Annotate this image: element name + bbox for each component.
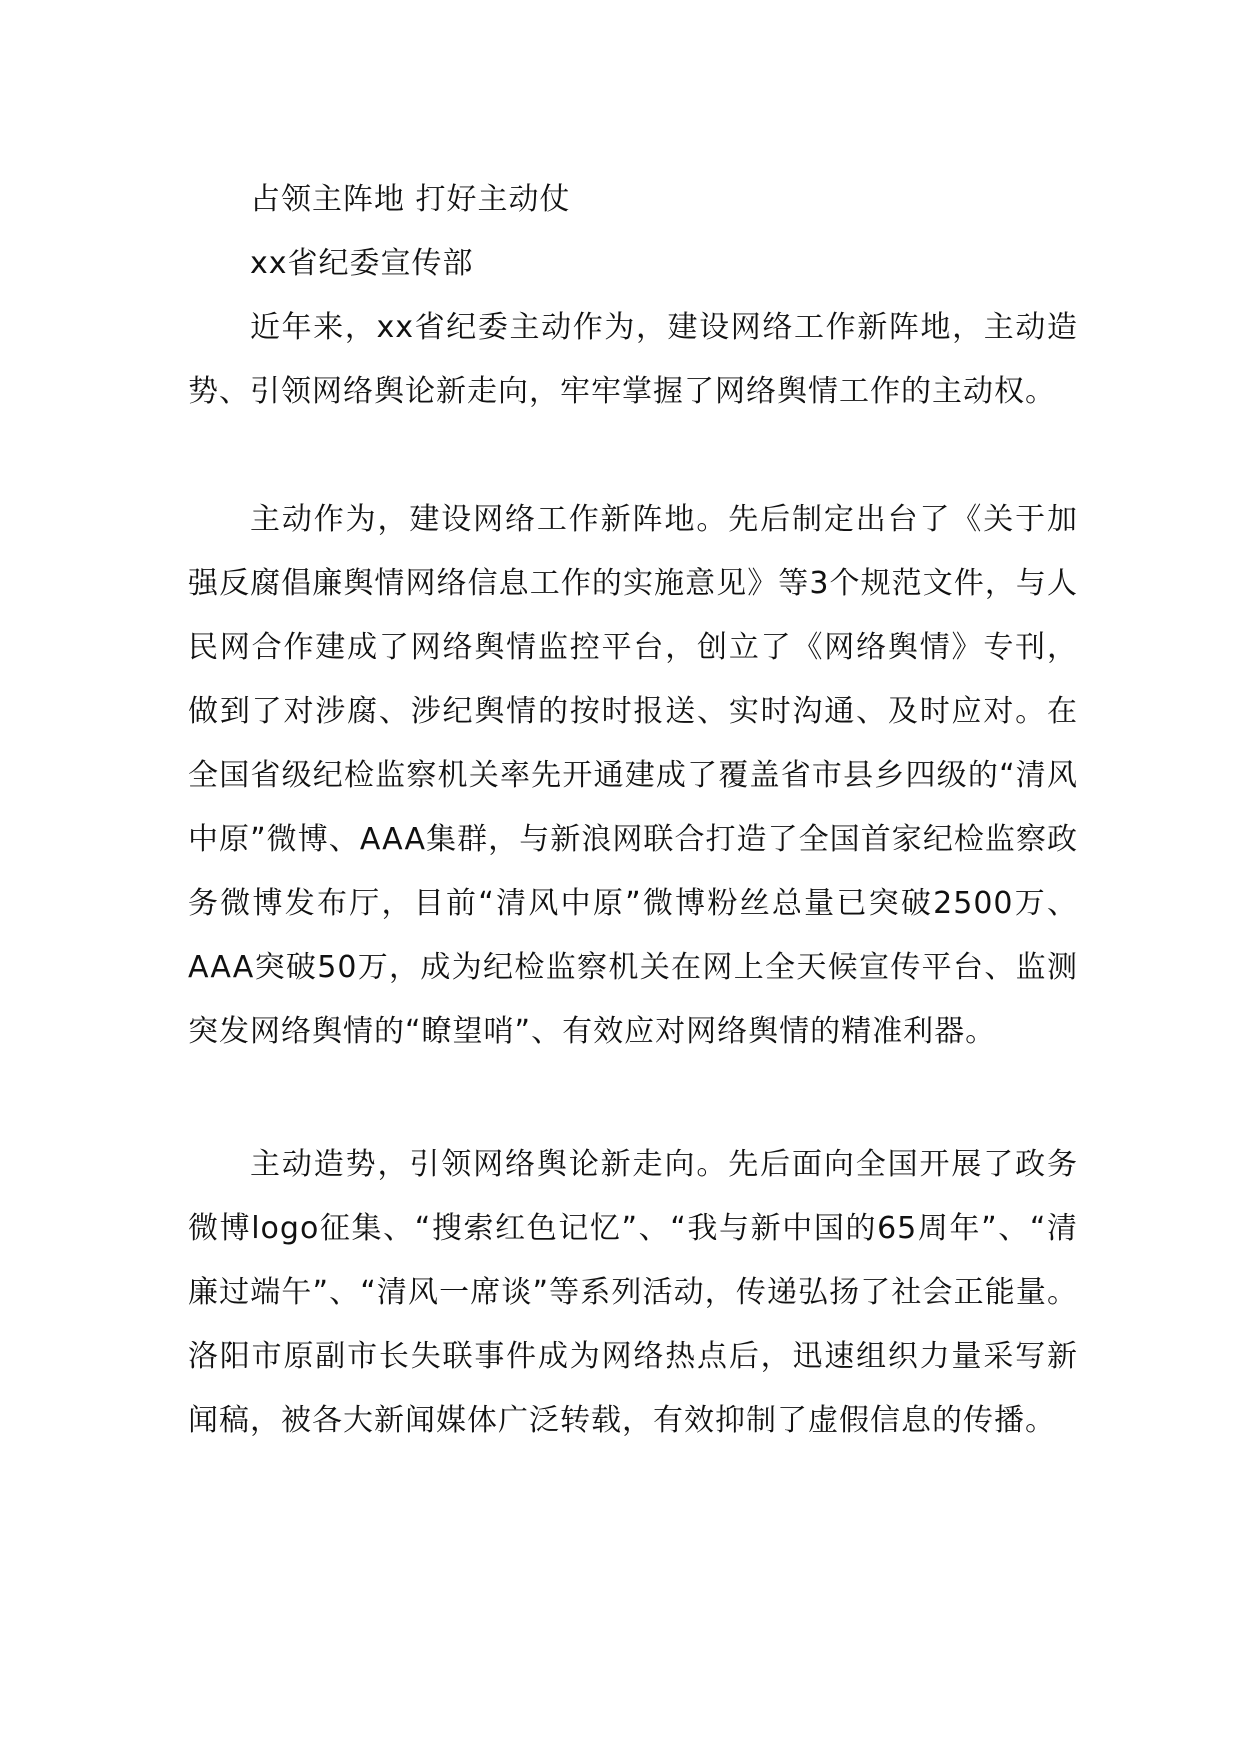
paragraph-text: 近年来，xx省纪委主动作为，建设网络工作新阵地，主动造势、引领网络舆论新走向，牢牢掌握了网络舆情工作的主动权。 xyxy=(188,310,1078,409)
paragraph-intro xyxy=(188,296,1078,424)
paragraph-text: 主动造势，引领网络舆论新走向。先后面向全国开展了政务微博logo征集、“搜索红色记忆”、“我与新中国的65周年”、“清廉过端午”、“清风一席谈”等系列活动，传递弘扬了社会正能量。洛阳市原副市长失联事件成为网络热点后，迅速组织力量采写新闻稿，被各大新闻媒体广泛转载，有效抑制了虚假信息的传播。 xyxy=(188,1147,1078,1438)
paragraph-text: 主动作为，建设网络工作新阵地。先后制定出台了《关于加强反腐倡廉舆情网络信息工作的实施意见》等3个规范文件，与人民网合作建成了网络舆情监控平台，创立了《网络舆情》专刊，做到了对涉腐、涉纪舆情的按时报送、实时沟通、及时应对。在全国省级纪检监察机关率先开通建成了覆盖省市县乡四级的“清风中原”微博、AAA集群，与新浪网联合打造了全国首家纪检监察政务微博发布厅，目前“清风中原”微博粉丝总量已突破2500万、AAA突破50万，成为纪检监察机关在网上全天候宣传平台、监测突发网络舆情的“瞭望哨”、有效应对网络舆情的精准利器。 xyxy=(188,502,1078,1049)
document-author: xx省纪委宣传部 xyxy=(250,246,474,281)
paragraph-new-frontier xyxy=(188,488,1078,1064)
document-title: 占领主阵地 打好主动仗 xyxy=(250,182,571,217)
paragraph-public-opinion xyxy=(188,1133,1078,1453)
